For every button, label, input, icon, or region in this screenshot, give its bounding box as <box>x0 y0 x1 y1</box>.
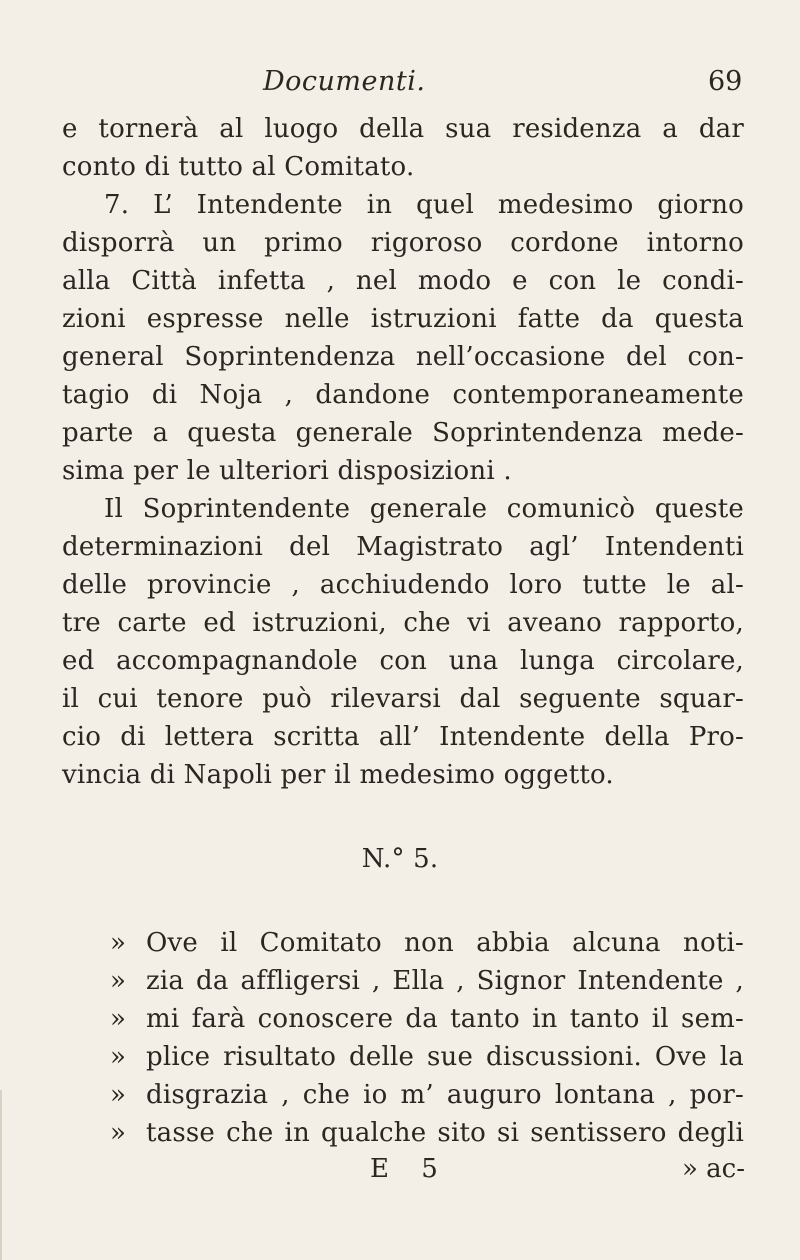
text-line: parte a questa generale Soprintendenza mede- <box>62 418 744 448</box>
binding-edge <box>0 1090 2 1260</box>
quote-mark: » <box>110 1080 127 1110</box>
text-line: sima per le ulteriori disposizioni . <box>62 456 512 486</box>
page-header <box>0 66 800 106</box>
quote-line: Ove il Comitato non abbia alcuna noti- <box>146 928 744 958</box>
page-footer <box>0 1154 800 1194</box>
text-line: il cui tenore può rilevarsi dal seguente squar- <box>62 684 744 714</box>
text-line: tagio di Noja , dandone contemporaneamente <box>62 380 744 410</box>
quote-mark: » <box>110 1042 127 1072</box>
text-line: alla Città infetta , nel modo e con le condi- <box>62 266 744 296</box>
quote-line: mi farà conoscere da tanto in tanto il sem- <box>146 1004 744 1034</box>
text-line: ed accompagnandole con una lunga circolare, <box>62 646 744 676</box>
text-line: general Soprintendenza nell’occasione del con- <box>62 342 744 372</box>
text-line: tre carte ed istruzioni, che vi aveano rapporto, <box>62 608 744 638</box>
signature-mark: E 5 <box>370 1154 450 1184</box>
quote-line: plice risultato delle sue discussioni. Ove la <box>146 1042 744 1072</box>
text-line: determinazioni del Magistrato agl’ Intendenti <box>62 532 744 562</box>
quote-mark: » <box>110 928 127 958</box>
catchword: » ac- <box>682 1154 746 1184</box>
text-line: cio di lettera scritta all’ Intendente della Pro- <box>62 722 744 752</box>
text-line: zioni espresse nelle istruzioni fatte da questa <box>62 304 744 334</box>
text-line: disporrà un primo rigoroso cordone intorno <box>62 228 744 258</box>
text-line: conto di tutto al Comitato. <box>62 152 415 182</box>
text-line: delle provincie , acchiudendo loro tutte le al- <box>62 570 744 600</box>
text-line: Il Soprintendente generale comunicò queste <box>104 494 744 524</box>
text-line: 7. L’ Intendente in quel medesimo giorno <box>104 190 744 220</box>
quote-mark: » <box>110 1004 127 1034</box>
text-line: vincia di Napoli per il medesimo oggetto. <box>62 760 614 790</box>
text-line: e tornerà al luogo della sua residenza a dar <box>62 114 744 144</box>
running-title: Documenti. <box>263 66 426 97</box>
quote-line: disgrazia , che io m’ auguro lontana , por- <box>146 1080 744 1110</box>
quote-mark: » <box>110 1118 127 1148</box>
quote-line: tasse che in qualche sito si sentissero degli <box>146 1118 744 1148</box>
quote-line: zia da affligersi , Ella , Signor Intendente , <box>146 966 744 996</box>
page-number: 69 <box>708 66 743 97</box>
section-number: N.° 5. <box>361 844 439 874</box>
quote-mark: » <box>110 966 127 996</box>
